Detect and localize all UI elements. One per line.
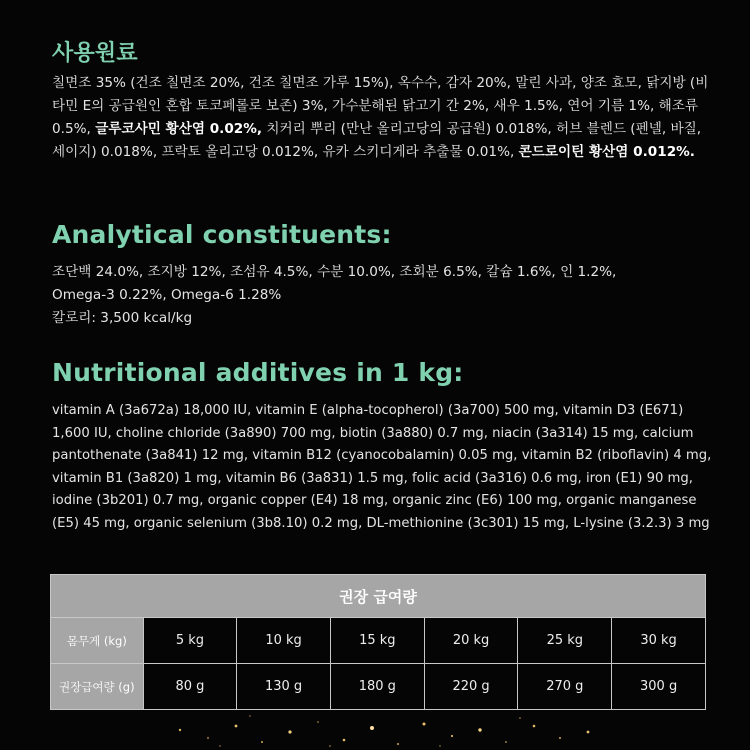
weight-row (51, 618, 706, 664)
weight-cell: 10 kg (237, 618, 331, 664)
amount-cell: 300 g (612, 664, 706, 710)
amount-row (51, 664, 706, 710)
weight-cell: 20 kg (424, 618, 518, 664)
amount-label: 권장급여량 (g) (51, 664, 144, 710)
amount-cell: 270 g (518, 664, 612, 710)
weight-cell: 15 kg (330, 618, 424, 664)
amount-cell: 180 g (330, 664, 424, 710)
analytical-line-1: 조단백 24.0%, 조지방 12%, 조섬유 4.5%, 수분 10.0%, 조회분 6.5%, 칼슘 1.6%, 인 1.2%, (52, 264, 617, 280)
amount-cell: 130 g (237, 664, 331, 710)
feeding-table (50, 574, 706, 710)
ingredients-heading: 사용원료 (52, 41, 138, 66)
analytical-text (52, 261, 712, 330)
weight-cell: 30 kg (612, 618, 706, 664)
additives-text: vitamin A (3a672a) 18,000 IU, vitamin E (alpha-tocopherol) (3a700) 500 mg, vitamin D3 (E671) 1,600 IU, choline chloride (3a890) 700 mg, biotin (3a880) 0.7 mg, niacin (3a314) 15 mg, calcium pantothenate (3a841) 12 mg, vitamin B12 (cyanocobalamin) 0.05 mg, vitamin B2 (riboflavin) 4 mg, vitamin B1 (3a820) 1 mg, vitamin B6 (3a831) 1.5 mg, folic acid (3a316) 0.6 mg, iron (E1) 90 mg, iodine (3b201) 0.7 mg, organic copper (E4) 18 mg, organic zinc (E6) 100 mg, organic manganese (E5) 45 mg, organic selenium (3b8.10) 0.2 mg, DL-methionine (3c301) 15 mg, L-lysine (3.2.3) 3 mg (52, 403, 712, 531)
additives-heading: Nutritional additives in 1 kg: (52, 358, 464, 387)
sparkle-decoration (0, 708, 750, 750)
feeding-table-title: 권장 급여량 (51, 575, 706, 618)
glucosamine-highlight: 글루코사민 황산염 0.02%, (95, 121, 263, 137)
amount-cell: 220 g (424, 664, 518, 710)
ingredients-text-part1: 칠면조 35% (건조 칠면조 20%, 건조 칠면조 가루 15%), 옥수수, 감자 20%, 말린 사과, 양조 효모, 닭지방 (비타민 E의 공급원인 혼합 토코페롤로 보존) 3%, 가수분해된 닭고기 간 2%, 새우 1.5%, 연어 기름 1%, 해조류 0.5%, (52, 75, 709, 137)
analytical-line-2: Omega-3 0.22%, Omega-6 1.28% (52, 287, 282, 303)
ingredients-text-part2: 치커리 뿌리 (만난 올리고당의 공급원) 0.018%, 허브 블렌드 (펜넬, 바질, 세이지) 0.018%, 프락토 올리고당 0.012%, 유카 스키디게라 추출물 0.01%, (52, 121, 702, 160)
analytical-line-3: 칼로리: 3,500 kcal/kg (52, 310, 193, 326)
analytical-heading: Analytical constituents: (52, 220, 392, 249)
chondroitin-highlight: 콘드로이틴 황산염 0.012%. (518, 144, 695, 160)
weight-cell: 25 kg (518, 618, 612, 664)
ingredients-text (52, 72, 712, 164)
weight-cell: 5 kg (143, 618, 236, 664)
weight-label: 몸무게 (kg) (51, 618, 144, 664)
amount-cell: 80 g (143, 664, 236, 710)
